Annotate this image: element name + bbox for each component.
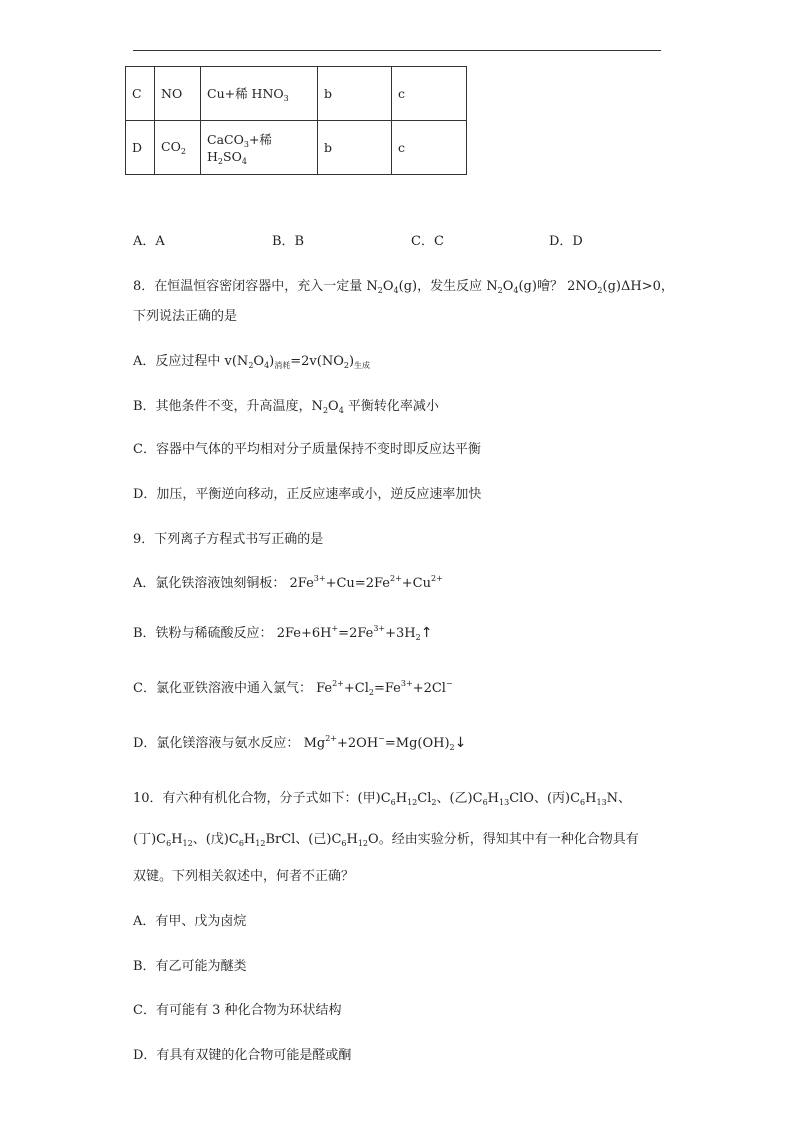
q9-option-b[interactable]: B．铁粉与稀硫酸反应： $2Fe+6H^+=2Fe^{3+}+3H_2↑$ (133, 624, 433, 642)
q7-option-d[interactable]: D．D (549, 234, 583, 249)
q10-option-c[interactable]: C．有可能有 3 种化合物为环状结构 (133, 1003, 342, 1018)
q9-option-a[interactable]: A．氯化铁溶液蚀刻铜板： $2Fe^{3+}+Cu=2Fe^{2+}+Cu^{2+}$ (133, 574, 443, 591)
q10-stem-line2: (丁)$C_6H_{12}$、(戊)$C_6H_{12}BrCl$、(己)$C_6H_{12}O$。经由实验分析，得知其中有一种化合物具有 (133, 832, 639, 848)
q9-option-c[interactable]: C．氯化亚铁溶液中通入氯气： $Fe^{2+}+Cl_2=Fe^{3+}+2Cl^-$ (133, 679, 453, 697)
q10-option-b[interactable]: B．有乙可能为醚类 (133, 959, 247, 974)
table-row (126, 67, 467, 121)
col4-cell: b (318, 67, 392, 121)
col5-cell: c (392, 67, 467, 121)
q9-option-d[interactable]: D．氯化镁溶液与氨水反应： $Mg^{2+}+2OH^-=Mg(OH)_2↓$ (133, 734, 467, 752)
q8-stem: 8．在恒温恒容密闭容器中，充入一定量 $N_2O_4(g)$，发生反应 $N_2O_4(g)$噲？ $2NO_2(g)\Delta H>0$， (133, 279, 674, 295)
header-rule (133, 50, 661, 51)
gas-cell: NO (155, 67, 201, 121)
q8-option-b[interactable]: B．其他条件不变，升高温度，$N_2O_4$ 平衡转化率减小 (133, 399, 439, 415)
q9-stem: 9．下列离子方程式书写正确的是 (133, 532, 324, 547)
q7-option-c[interactable]: C．C (411, 234, 444, 249)
reagent-cell: CaCO$_3$+稀 $H_2SO_4$ (201, 121, 318, 175)
q10-option-d[interactable]: D．有具有双键的化合物可能是醛或酮 (133, 1048, 352, 1063)
row-label: C (126, 67, 155, 121)
q10-stem: 10．有六种有机化合物，分子式如下：(甲)$C_6H_{12}Cl_2$、(乙)$C_6H_{13}ClO$、(丙)$C_6H_{13}N$、 (133, 791, 632, 807)
col4-cell: b (318, 121, 392, 175)
q7-option-a[interactable]: A．A (133, 234, 165, 249)
reagent-cell: Cu+稀 $HNO_3$ (201, 67, 318, 121)
q10-option-a[interactable]: A．有甲、戊为卤烷 (133, 914, 247, 929)
col5-cell: c (392, 121, 467, 175)
table-row (126, 121, 467, 175)
q10-stem-line3: 双键。下列相关叙述中，何者不正确？ (133, 869, 355, 884)
equilibrium-glyph: 噲？ (536, 279, 563, 294)
q7-option-b[interactable]: B．B (272, 234, 305, 249)
q8-option-a[interactable]: A．反应过程中 $v(N_2O_4)_{消耗}=2v(NO_2)_{生成}$ (133, 354, 371, 370)
gas-cell: $CO_2$ (155, 121, 201, 175)
q8-option-d[interactable]: D．加压，平衡逆向移动，正反应速率或小，逆反应速率加快 (133, 487, 482, 502)
q8-stem-line2: 下列说法正确的是 (133, 309, 238, 324)
row-label: D (126, 121, 155, 175)
reagent-table (125, 66, 467, 175)
q8-option-c[interactable]: C．容器中气体的平均相对分子质量保持不变时即反应达平衡 (133, 442, 481, 457)
